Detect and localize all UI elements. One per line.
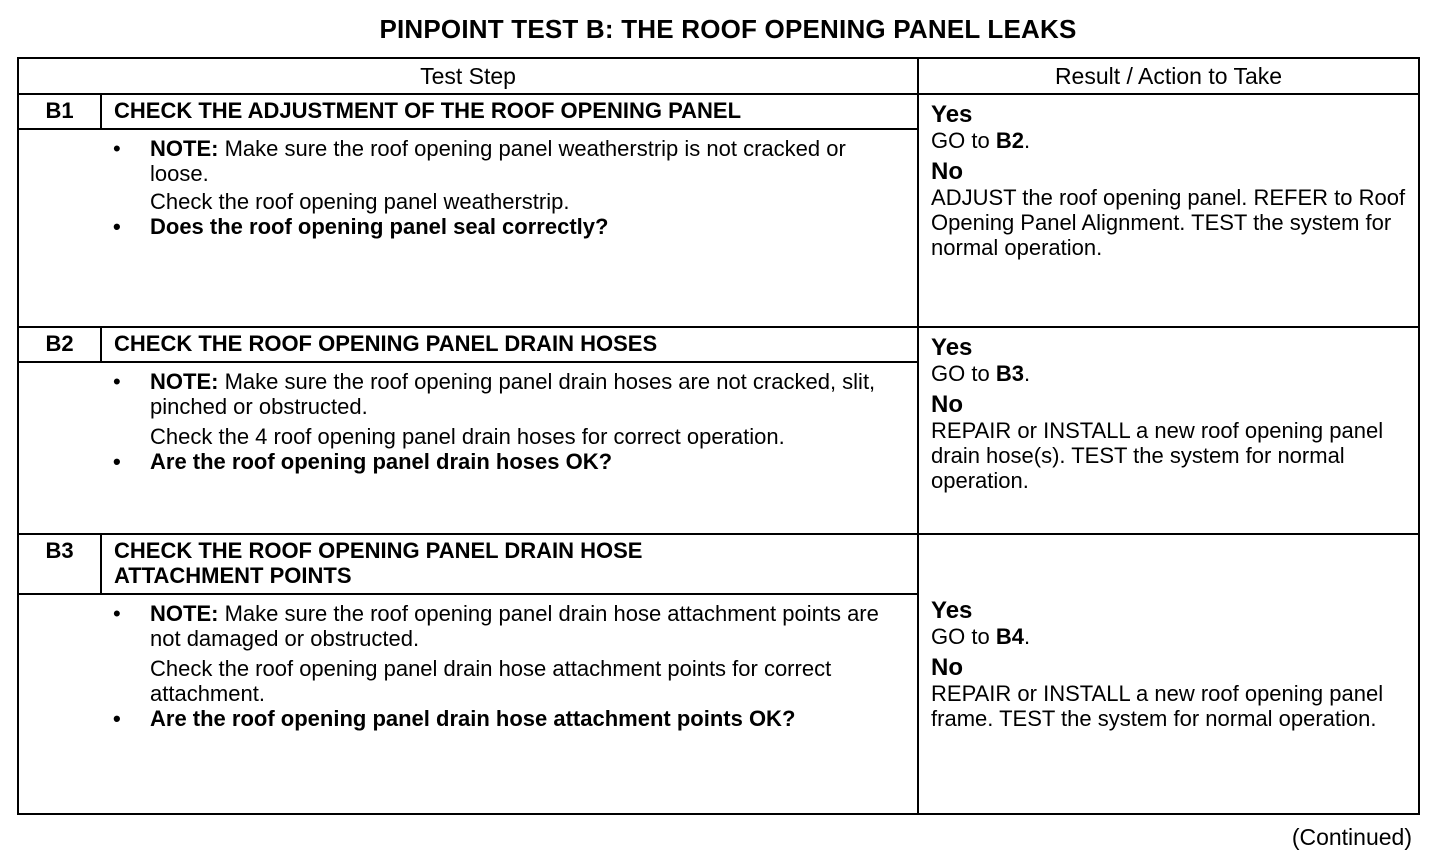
yes-target-step: B3 — [995, 361, 1024, 386]
step-body — [101, 594, 918, 814]
step-question: • Are the roof opening panel drain hose attachment points OK? — [113, 706, 905, 731]
yes-action: GO to B3. — [931, 361, 1031, 386]
no-action: REPAIR or INSTALL a new roof opening panel frame. TEST the system for normal operation. — [931, 681, 1384, 731]
page-title: PINPOINT TEST B: THE ROOF OPENING PANEL LEAKS — [379, 14, 1077, 44]
no-action: REPAIR or INSTALL a new roof opening panel drain hose(s). TEST the system for normal operation. — [931, 418, 1384, 493]
note-label: NOTE: — [150, 369, 219, 394]
yes-action: GO to B2. — [931, 128, 1031, 153]
yes-label: Yes — [931, 101, 973, 128]
step-id: B3 — [18, 534, 101, 594]
note-item — [113, 369, 905, 419]
step-id: B1 — [18, 94, 101, 129]
instruction-text: Check the 4 roof opening panel drain hoses for correct operation. — [150, 424, 785, 449]
no-label: No — [931, 654, 964, 681]
instruction-text: Check the roof opening panel drain hose attachment points for correct attachment. — [150, 656, 832, 706]
instruction-text: Check the roof opening panel weatherstrip. — [150, 189, 570, 214]
note-text: Make sure the roof opening panel drain hose attachment points are not damaged or obstructed. — [150, 601, 879, 651]
step-heading-row — [18, 94, 1419, 129]
no-label: No — [931, 158, 964, 185]
step-heading: CHECK THE ROOF OPENING PANEL DRAIN HOSES — [101, 327, 918, 362]
yes-action: GO to B4. — [931, 624, 1031, 649]
note-text: Make sure the roof opening panel weatherstrip is not cracked or loose. — [150, 136, 846, 186]
continued-label: (Continued) — [1291, 824, 1412, 850]
step-question: • Does the roof opening panel seal correctly? — [113, 214, 905, 239]
yes-target-step: B4 — [995, 624, 1024, 649]
step-heading: CHECK THE ADJUSTMENT OF THE ROOF OPENING PANEL — [101, 94, 918, 129]
step-question: • Are the roof opening panel drain hoses OK? — [113, 449, 905, 474]
no-label: No — [931, 391, 964, 418]
pinpoint-test-table — [17, 57, 1420, 815]
note-item — [113, 601, 905, 651]
step-heading-row — [18, 327, 1419, 362]
yes-label: Yes — [931, 597, 973, 624]
step-body — [101, 362, 918, 534]
result-cell — [918, 94, 1419, 327]
yes-label: Yes — [931, 334, 973, 361]
result-cell — [918, 534, 1419, 814]
note-text: Make sure the roof opening panel drain hoses are not cracked, slit, pinched or obstructed. — [150, 369, 876, 419]
step-body — [101, 129, 918, 327]
note-label: NOTE: — [150, 601, 219, 626]
step-heading: CHECK THE ROOF OPENING PANEL DRAIN HOSE ATTACHMENT POINTS — [101, 534, 918, 594]
step-id: B2 — [18, 327, 101, 362]
result-cell — [918, 327, 1419, 534]
header-test-step: Test Step — [18, 58, 918, 94]
no-action: ADJUST the roof opening panel. REFER to Roof Opening Panel Alignment. TEST the system for normal operation. — [931, 185, 1406, 260]
note-label: NOTE: — [150, 136, 219, 161]
step-heading-row — [18, 534, 1419, 594]
note-item — [113, 136, 905, 186]
header-result-action: Result / Action to Take — [918, 58, 1419, 94]
yes-target-step: B2 — [995, 128, 1024, 153]
